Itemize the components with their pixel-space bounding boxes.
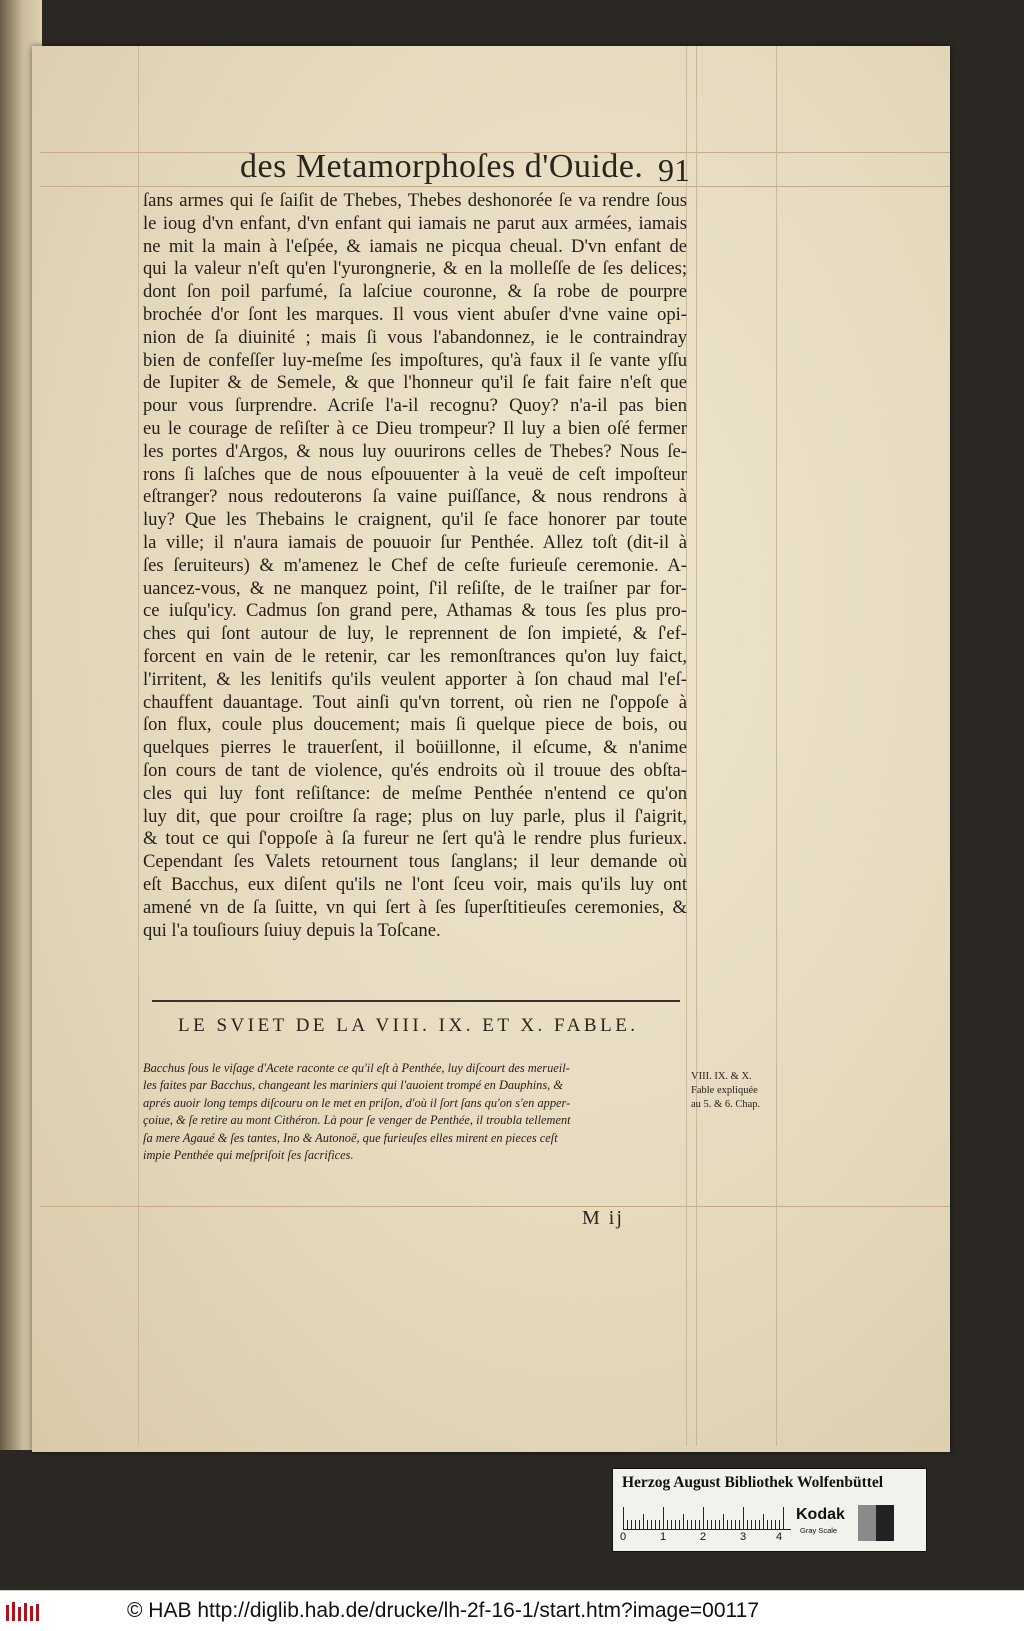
ruler-tick (715, 1520, 716, 1529)
argument-line: çoiue, & ſe retire au mont Cithéron. Là pour ſe venger de Penthée, il troubla tellement (143, 1113, 571, 1128)
ruler-tick (759, 1520, 760, 1529)
ruler-tick (627, 1520, 628, 1529)
fable-argument (143, 1060, 685, 1164)
body-text-line: eſtranger? nous redouterons ſa vaine puiſſance, & nous rendrons à (143, 486, 687, 508)
footer-link[interactable]: © HAB http://diglib.hab.de/drucke/lh-2f-16-1/start.htm?image=00117 (127, 1599, 760, 1622)
ruler-tick (751, 1520, 752, 1529)
scale-number: 4 (776, 1531, 783, 1543)
body-text-line: ce iuſqu'icy. Cadmus ſon grand pere, Athamas & tous ſes plus pro- (143, 600, 687, 622)
scale-number: 2 (700, 1531, 707, 1543)
margin-note (691, 1070, 771, 1112)
ruler-tick (711, 1520, 712, 1529)
ruler-tick (667, 1520, 668, 1529)
body-text-line: luy dit, que pour croiſtre ſa rage; plus on luy parle, plus il ſ'aigrit, (143, 805, 687, 827)
ruler-tick (739, 1520, 740, 1529)
argument-line: impie Penthée qui meſpriſoit ſes ſacrifices. (143, 1148, 354, 1163)
frame-rule-outer (776, 46, 777, 1446)
scale-ruler (623, 1503, 791, 1530)
frame-rule-head (40, 186, 950, 187)
body-text-line: dont ſon poil parfumé, ſa laſciue couronne, & ſa robe de pourpre (143, 281, 687, 303)
argument-line: ſa mere Agaué & ſes tantes, Ino & Autonoë, que furieuſes elles mirent en pieces ceſt (143, 1130, 558, 1145)
ruler-tick (639, 1520, 640, 1529)
argument-line: les faites par Bacchus, changeant les mariniers qui l'auoient trompé en Dauphins, & (143, 1078, 563, 1093)
argument-line: Bacchus ſous le viſage d'Acete raconte ce qu'il eſt à Penthée, luy diſcourt des merueil- (143, 1061, 570, 1075)
ruler-tick (635, 1520, 636, 1529)
signature-mark: M ij (582, 1207, 624, 1229)
body-text-line: & tout ce qui ſ'oppoſe à ſa fureur ne ſert qu'à le rendre plus furieux. (143, 828, 687, 850)
frame-rule-margin-right (696, 46, 697, 1446)
page-number: 91 (658, 152, 690, 188)
body-text-line: bien de confeſſer luy-meſme ſes impoſtures, qu'à faux il ſe vante yſſu (143, 349, 687, 371)
body-text-line: la ville; il n'aura iamais de pouuoir ſur Penthée. Allez toſt (dit-il à (143, 531, 687, 553)
body-text-line: cles qui luy font reſiſtance: de meſme Penthée n'entend ce qu'on (143, 782, 687, 804)
ruler-tick (775, 1520, 776, 1529)
body-text-line: les portes d'Argos, & nous luy ouurirons celles de Thebes? Nous ſe- (143, 440, 687, 462)
ruler-tick (651, 1520, 652, 1529)
ruler-tick (779, 1520, 780, 1529)
scale-number: 1 (660, 1531, 667, 1543)
body-text-line: eſt Bacchus, eux diſent qu'ils ne l'ont ſceu voir, mais qu'ils luy ont (143, 873, 687, 895)
ruler-tick (623, 1507, 624, 1529)
gray-patch-mid (858, 1505, 876, 1541)
ruler-tick (723, 1514, 724, 1529)
body-text-line: uancez-vous, & ne manquez point, ſ'il reſiſte, de le traiſner par for- (143, 577, 687, 599)
scale-number: 0 (620, 1531, 627, 1543)
kodak-logo: Kodak (796, 1506, 845, 1523)
running-head: des Metamorphoſes d'Ouide. (240, 148, 644, 185)
fable-title: LE SVIET DE LA VIII. IX. ET X. FABLE. (178, 1015, 639, 1036)
ruler-tick (727, 1520, 728, 1529)
frame-rule-left (138, 46, 139, 1446)
hab-logo-icon (4, 1599, 42, 1623)
ruler-tick (631, 1520, 632, 1529)
ruler-tick (747, 1520, 748, 1529)
ruler-tick (663, 1507, 664, 1529)
ruler-tick (695, 1520, 696, 1529)
body-text-line: ſon flux, coule plus doucement; mais ſi quelque piece de bois, ou (143, 714, 687, 736)
frame-rule-bottom (40, 1206, 950, 1207)
ruler-tick (719, 1520, 720, 1529)
body-text-line: amené vn de ſa ſuitte, vn qui ſert à ſes ſuperſtitieuſes ceremonies, & (143, 896, 687, 918)
ruler-tick (707, 1520, 708, 1529)
ruler-tick (743, 1507, 744, 1529)
body-text-line: de Iupiter & de Semele, & que l'honneur qu'il ſe fait faire n'eſt que (143, 372, 687, 394)
color-target-card (612, 1468, 927, 1552)
ruler-tick (643, 1514, 644, 1529)
kodak-subtitle: Gray Scale (800, 1526, 838, 1535)
body-text-line: ne mit la main à l'eſpée, & iamais ne picqua cheual. D'vn enfant de (143, 235, 687, 257)
body-text-line: eu le courage de reſiſter à ce Dieu trompeur? Il luy a bien oſé fermer (143, 417, 687, 439)
body-text-line: quelques pierres le trauerſent, il boüillonne, il eſcume, & n'anime (143, 737, 687, 759)
ruler-tick (699, 1520, 700, 1529)
target-title: Herzog August Bibliothek Wolfenbüttel (622, 1474, 884, 1491)
body-text-line: Cependant ſes Valets retournent tous ſanglans; il leur demande où (143, 851, 687, 873)
argument-line: aprés auoir long temps diſcouru on le met en priſon, d'où il ſort ſans qu'on s'en apper- (143, 1095, 571, 1110)
body-text-line: qui l'a touſiours ſuiuy depuis la Toſcane. (143, 919, 441, 941)
margin-note-line: au 5. & 6. Chap. (691, 1099, 761, 1110)
body-text-line: ſon cours de tant de violence, qu'és endroits où il trouue des obſta- (143, 759, 687, 781)
ruler-tick (647, 1520, 648, 1529)
footer-bar (0, 1590, 1024, 1631)
body-text-line: chauffent dauantage. Tout ainſi qu'vn torrent, où rien ne ſ'oppoſe à (143, 691, 687, 713)
ruler-tick (735, 1520, 736, 1529)
body-text-line: forcent en vain de le retenir, car les remonſtrances qu'on luy faict, (143, 645, 687, 667)
ruler-tick (763, 1514, 764, 1529)
scale-number: 3 (740, 1531, 747, 1543)
ruler-tick (731, 1520, 732, 1529)
body-text-line: le ioug d'vn enfant, d'vn enfant qui iamais ne parut aux armées, iamais (143, 212, 687, 234)
gray-patch-dark (876, 1505, 894, 1541)
body-text-line: ſes ſeruiteurs) & m'amenez le Chef de ceſte furieuſe ceremonie. A- (143, 554, 687, 576)
ruler-tick (671, 1520, 672, 1529)
ruler-tick (655, 1520, 656, 1529)
ruler-tick (683, 1514, 684, 1529)
ruler-tick (703, 1507, 704, 1529)
body-text-line: brochée d'or ſont les marques. Il vous vient abuſer d'vne vaine opi- (143, 303, 687, 325)
body-text-line: rons ſi laſches que de nous eſpouuenter à la veuë de ceſt impoſteur (143, 463, 687, 485)
body-text-line: pour vous ſurprendre. Acriſe l'a-il recognu? Quoy? n'a-il pas bien (143, 395, 687, 417)
ruler-tick (679, 1520, 680, 1529)
ruler-tick (783, 1507, 784, 1529)
body-text-line: ſans armes qui ſe ſaiſit de Thebes, Thebes deshonorée ſe va rendre ſous (143, 190, 687, 211)
body-text-line: ches qui ſont autour de luy, le reprennent de ſon impieté, & ſ'ef- (143, 623, 687, 645)
section-divider (152, 1000, 680, 1002)
ruler-tick (687, 1520, 688, 1529)
body-text-line: nion de ſa diuinité ; mais ſi vous l'abandonnez, ie le contraindray (143, 326, 687, 348)
body-text-line: luy? Que les Thebains le craignent, qu'il ſe face honorer par toute (143, 509, 687, 531)
ruler-tick (771, 1520, 772, 1529)
ruler-tick (691, 1520, 692, 1529)
margin-note-line: Fable expliquée (691, 1085, 758, 1096)
ruler-tick (767, 1520, 768, 1529)
body-text (143, 190, 687, 942)
body-text-line: l'irritent, & les lenitifs qu'ils veulent apporter à ſon chaud mal l'eſ- (143, 668, 687, 690)
body-text-line: qui la valeur n'eſt qu'en l'yurongnerie, & en la molleſſe de ſes delices; (143, 258, 687, 280)
ruler-tick (755, 1520, 756, 1529)
margin-note-line: VIII. IX. & X. (691, 1071, 752, 1082)
ruler-tick (675, 1520, 676, 1529)
ruler-tick (659, 1520, 660, 1529)
